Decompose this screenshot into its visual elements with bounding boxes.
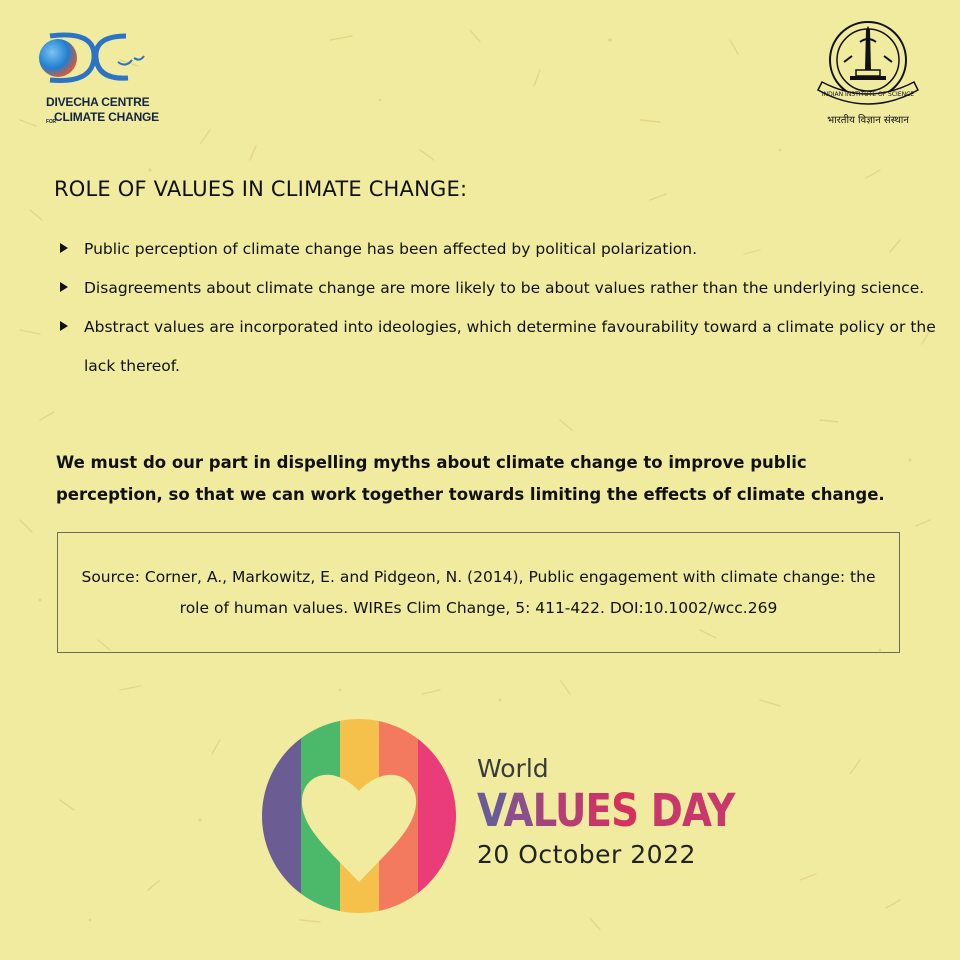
bullet-triangle-icon bbox=[60, 243, 68, 253]
bullet-triangle-icon bbox=[60, 282, 68, 292]
iisc-hindi-name: भारतीय विज्ञान संस्थान bbox=[827, 115, 909, 126]
divecha-centre-logo bbox=[36, 28, 166, 128]
bullet-text: Public perception of climate change has been affected by political polarization. bbox=[84, 240, 697, 258]
title-day: DAY bbox=[638, 784, 735, 837]
values-day-wordmark bbox=[477, 754, 777, 872]
title-letter: S bbox=[611, 784, 639, 837]
closing-statement: We must do our part in dispelling myths about climate change to improve public perception, so that we can work together towards limiting the effects of climate change. bbox=[56, 453, 885, 504]
org-name-line2: CLIMATE CHANGE bbox=[54, 110, 159, 124]
list-item bbox=[60, 269, 960, 308]
dcc-emblem-icon bbox=[36, 28, 156, 88]
event-title bbox=[477, 784, 735, 838]
iisc-logo bbox=[810, 18, 926, 128]
event-date: 20 October 2022 bbox=[477, 840, 696, 869]
bullet-text: Abstract values are incorporated into ideologies, which determine favourability toward a climate policy or the lack thereof. bbox=[84, 318, 936, 375]
title-letter: L bbox=[532, 784, 555, 837]
bullet-triangle-icon bbox=[60, 321, 68, 331]
source-citation-box bbox=[57, 532, 900, 653]
source-citation: Source: Corner, A., Markowitz, E. and Pidgeon, N. (2014), Public engagement with climate change: the role of human values. WIREs Clim Change, 5: 411-422. DOI:10.1002/wcc.269 bbox=[81, 567, 876, 617]
page-title: ROLE OF VALUES IN CLIMATE CHANGE: bbox=[54, 177, 468, 201]
bullet-text: Disagreements about climate change are more likely to be about values rather than the underlying science. bbox=[84, 279, 925, 297]
list-item bbox=[60, 230, 960, 269]
title-letter: A bbox=[503, 784, 533, 837]
title-letter: V bbox=[477, 784, 504, 837]
org-name-for: FOR bbox=[46, 119, 56, 125]
title-letter: E bbox=[585, 784, 612, 837]
bullet-list bbox=[60, 230, 960, 386]
list-item bbox=[60, 308, 960, 386]
event-world: World bbox=[477, 754, 549, 783]
iisc-ring-text: INDIAN INSTITUTE OF SCIENCE bbox=[821, 91, 915, 98]
org-name-line1: DIVECHA CENTRE bbox=[46, 95, 150, 109]
values-day-heart-icon bbox=[262, 719, 456, 913]
iisc-emblem-icon bbox=[810, 18, 926, 112]
title-letter: U bbox=[554, 784, 586, 837]
